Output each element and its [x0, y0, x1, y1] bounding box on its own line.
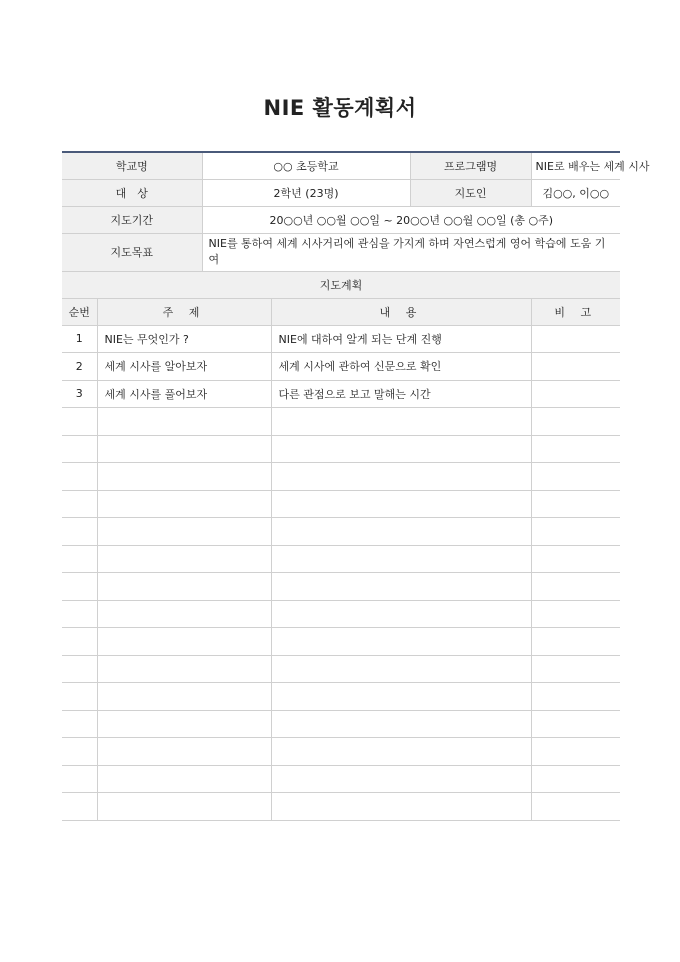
row-content	[271, 683, 531, 711]
row-topic	[97, 490, 271, 518]
row-topic	[97, 683, 271, 711]
row-note	[531, 463, 620, 491]
row-note	[531, 353, 620, 381]
row-note	[531, 710, 620, 738]
row-number	[62, 408, 97, 436]
table-row	[62, 518, 620, 546]
row-content	[271, 655, 531, 683]
table-row	[62, 380, 620, 408]
table-row	[62, 325, 620, 353]
row-note	[531, 380, 620, 408]
goal-value: NIE를 통하여 세계 시사거리에 관심을 가지게 하며 자연스럽게 영어 학습에 도움 기여	[202, 233, 620, 271]
row-note	[531, 545, 620, 573]
row-number: 3	[62, 380, 97, 408]
row-topic	[97, 518, 271, 546]
table-row	[62, 463, 620, 491]
row-number	[62, 463, 97, 491]
row-note	[531, 738, 620, 766]
row-content	[271, 600, 531, 628]
row-number: 1	[62, 325, 97, 353]
table-row	[62, 545, 620, 573]
school-label: 학교명	[62, 152, 202, 179]
row-note	[531, 490, 620, 518]
row-topic	[97, 655, 271, 683]
row-note	[531, 408, 620, 436]
row-number	[62, 545, 97, 573]
info-row-target	[62, 179, 620, 206]
instructor-value: 김○○, 이○○	[531, 179, 620, 206]
table-row	[62, 655, 620, 683]
row-topic	[97, 408, 271, 436]
table-row	[62, 435, 620, 463]
row-note	[531, 628, 620, 656]
row-content	[271, 435, 531, 463]
document-title: NIE 활동계획서	[263, 96, 417, 120]
row-note	[531, 765, 620, 793]
row-note	[531, 573, 620, 601]
table-row	[62, 408, 620, 436]
row-note	[531, 655, 620, 683]
plan-column-headers	[62, 298, 620, 325]
row-content	[271, 518, 531, 546]
row-number: 2	[62, 353, 97, 381]
info-row-school	[62, 152, 620, 179]
row-number	[62, 683, 97, 711]
period-label: 지도기간	[62, 206, 202, 233]
row-number	[62, 738, 97, 766]
row-content	[271, 490, 531, 518]
row-number	[62, 435, 97, 463]
row-content: 세계 시사에 관하여 신문으로 확인	[271, 353, 531, 381]
row-topic	[97, 573, 271, 601]
row-content: 다른 관점으로 보고 말해는 시간	[271, 380, 531, 408]
period-value: 20○○년 ○○월 ○○일 ~ 20○○년 ○○월 ○○일 (총 ○주)	[202, 206, 620, 233]
row-content	[271, 545, 531, 573]
row-number	[62, 518, 97, 546]
table-row	[62, 738, 620, 766]
row-content: NIE에 대하여 알게 되는 단계 진행	[271, 325, 531, 353]
table-row	[62, 490, 620, 518]
target-label: 대 상	[62, 179, 202, 206]
table-row	[62, 710, 620, 738]
school-value: ○○ 초등학교	[202, 152, 410, 179]
row-topic	[97, 793, 271, 821]
table-row	[62, 793, 620, 821]
row-content	[271, 738, 531, 766]
table-row	[62, 573, 620, 601]
column-header-note: 비 고	[531, 298, 620, 325]
row-content	[271, 463, 531, 491]
row-number	[62, 600, 97, 628]
table-row	[62, 683, 620, 711]
table-row	[62, 353, 620, 381]
plan-section-title: 지도계획	[62, 271, 620, 298]
table-row	[62, 600, 620, 628]
row-number	[62, 710, 97, 738]
row-topic	[97, 628, 271, 656]
row-topic	[97, 738, 271, 766]
instructor-label: 지도인	[410, 179, 531, 206]
row-content	[271, 710, 531, 738]
row-topic: 세계 시사를 풀어보자	[97, 380, 271, 408]
row-topic	[97, 600, 271, 628]
info-row-goal	[62, 233, 620, 271]
row-note	[531, 435, 620, 463]
row-content	[271, 765, 531, 793]
activity-plan-table	[62, 151, 650, 821]
row-content	[271, 628, 531, 656]
row-number	[62, 573, 97, 601]
column-header-topic: 주 제	[97, 298, 271, 325]
row-content	[271, 408, 531, 436]
goal-label: 지도목표	[62, 233, 202, 271]
row-topic	[97, 463, 271, 491]
row-topic: NIE는 무엇인가 ?	[97, 325, 271, 353]
row-topic	[97, 545, 271, 573]
row-number	[62, 765, 97, 793]
program-label: 프로그램명	[410, 152, 531, 179]
target-value: 2학년 (23명)	[202, 179, 410, 206]
plan-section-row	[62, 271, 620, 298]
row-content	[271, 573, 531, 601]
row-topic	[97, 710, 271, 738]
table-row	[62, 628, 620, 656]
row-note	[531, 518, 620, 546]
row-number	[62, 655, 97, 683]
column-header-content: 내 용	[271, 298, 531, 325]
row-number	[62, 490, 97, 518]
row-topic: 세계 시사를 알아보자	[97, 353, 271, 381]
row-note	[531, 600, 620, 628]
row-number	[62, 628, 97, 656]
row-topic	[97, 765, 271, 793]
program-value: NIE로 배우는 세계 시사	[531, 152, 620, 179]
row-content	[271, 793, 531, 821]
row-note	[531, 683, 620, 711]
info-row-period	[62, 206, 620, 233]
column-header-no: 순번	[62, 298, 97, 325]
row-number	[62, 793, 97, 821]
row-note	[531, 325, 620, 353]
table-row	[62, 765, 620, 793]
row-topic	[97, 435, 271, 463]
row-note	[531, 793, 620, 821]
